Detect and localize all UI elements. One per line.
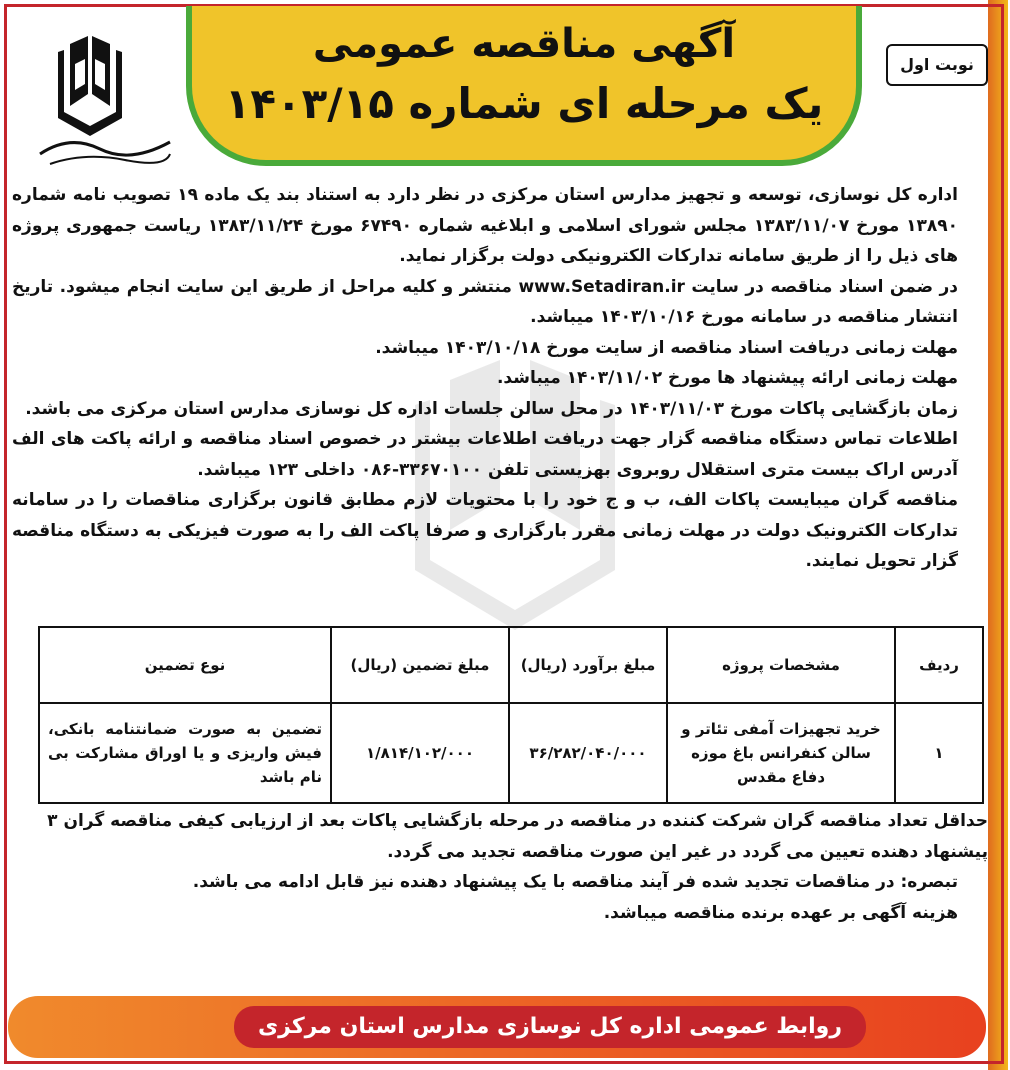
cell-guarantee-type: تضمین به صورت ضمانتنامه بانکی، فیش واریزی و یا اوراق مشارکت بی نام باشد: [39, 703, 331, 803]
header-radif: ردیف: [895, 627, 983, 703]
cost-note: هزینه آگهی بر عهده برنده مناقصه میباشد.: [603, 902, 958, 923]
header-guarantee-amount: مبلغ تضمین (ریال): [331, 627, 509, 703]
header-guarantee-type: نوع تضمین: [39, 627, 331, 703]
cell-guarantee-amount: ۱/۸۱۴/۱۰۲/۰۰۰: [331, 703, 509, 803]
header-banner: [186, 6, 862, 166]
renewal-note: تبصره: در مناقصات تجدید شده فر آیند مناقصه با یک پیشنهاد دهنده نیز قابل ادامه می باشد.: [192, 872, 958, 892]
site-text-before: در ضمن اسناد مناقصه در سایت: [691, 276, 959, 297]
ad-body: [12, 180, 988, 577]
setadiran-link[interactable]: www.Setadiran.ir: [518, 276, 685, 297]
docs-deadline: مهلت زمانی دریافت اسناد مناقصه از سایت مورخ ۱۴۰۳/۱۰/۱۸ میباشد.: [375, 337, 958, 358]
opening-time: زمان بازگشایی پاکات مورخ ۱۴۰۳/۱۱/۰۳ در محل سالن جلسات اداره کل نوسازی مدارس استان مرکزی می باشد.: [25, 398, 958, 419]
footer-bar: [8, 996, 986, 1058]
tender-number-title: یک مرحله ای شماره ۱۴۰۳/۱۵: [224, 79, 824, 128]
intro-paragraph: اداره کل نوسازی، توسعه و تجهیز مدارس استان مرکزی در نظر دارد به استناد بند یک ماده ۱۹ تصویب نامه شماره ۱۳۸۹۰ مورخ ۱۳۸۳/۱۱/۰۷ مجلس شورای اسلامی و ابلاغیه شماره ۶۷۴۹۰ مورخ ۱۳۸۳/۱۱/۲۴ ریاست جمهوری پروژه های ذیل را از طریق سامانه تدارکات الکترونیکی دولت برگزار نماید.: [12, 185, 958, 266]
project-table: [38, 626, 984, 804]
site-paragraph: [12, 272, 988, 333]
offers-deadline: مهلت زمانی ارائه پیشنهاد ها مورخ ۱۴۰۳/۱۱/۰۲ میباشد.: [496, 368, 958, 388]
table-header-row: [39, 627, 983, 703]
round-badge: نوبت اول: [886, 44, 988, 86]
site-text-after: منتشر و کلیه مراحل از طریق این سایت انجام میشود. تاریخ انتشار مناقصه در سامانه مورخ ۱۴۰۳/۱۰/۱۶ میباشد.: [12, 276, 958, 327]
cell-spec: خرید تجهیزات آمفی تئاتر و سالن کنفرانس باغ موزه دفاع مقدس: [667, 703, 895, 803]
logo: [30, 34, 180, 174]
contact-info: اطلاعات تماس دستگاه مناقصه گزار جهت دریافت اطلاعات بیشتر در خصوص اسناد مناقصه و ارائه پاکت های الف آدرس اراک بیست متری استقلال روبروی بهزیستی تلفن ۳۳۶۷۰۱۰۰-۰۸۶ داخلی ۱۲۳ میباشد.: [12, 429, 958, 480]
cell-radif: ۱: [895, 703, 983, 803]
submission-rules: مناقصه گران میبایست پاکات الف، ب و ج خود را با محتویات لازم مطابق قانون برگزاری مناقصات را در سامانه تدارکات الکترونیک دولت در مهلت زمانی مقرر بارگزاری و صرفا پاکت الف را به صورت فیزیکی به دستگاه مناقصه گزار تحویل نمایند.: [12, 490, 958, 571]
min-bidders-note: حداقل تعداد مناقصه گران شرکت کننده در مناقصه در مرحله بازگشایی پاکات بعد از ارزیابی کیفی مناقصه گران ۳ پیشنهاد دهنده تعیین می گردد در غیر این صورت مناقصه تجدید می گردد.: [47, 811, 988, 862]
closing-notes: [12, 806, 988, 928]
ad-title: آگهی مناقصه عمومی: [312, 21, 736, 67]
table-row: [39, 703, 983, 803]
header-spec: مشخصات پروژه: [667, 627, 895, 703]
header-estimate: مبلغ برآورد (ریال): [509, 627, 667, 703]
footer-text: روابط عمومی اداره کل نوسازی مدارس استان مرکزی: [234, 1006, 866, 1048]
cell-estimate: ۳۶/۲۸۲/۰۴۰/۰۰۰: [509, 703, 667, 803]
book-emblem-icon: [30, 34, 180, 174]
